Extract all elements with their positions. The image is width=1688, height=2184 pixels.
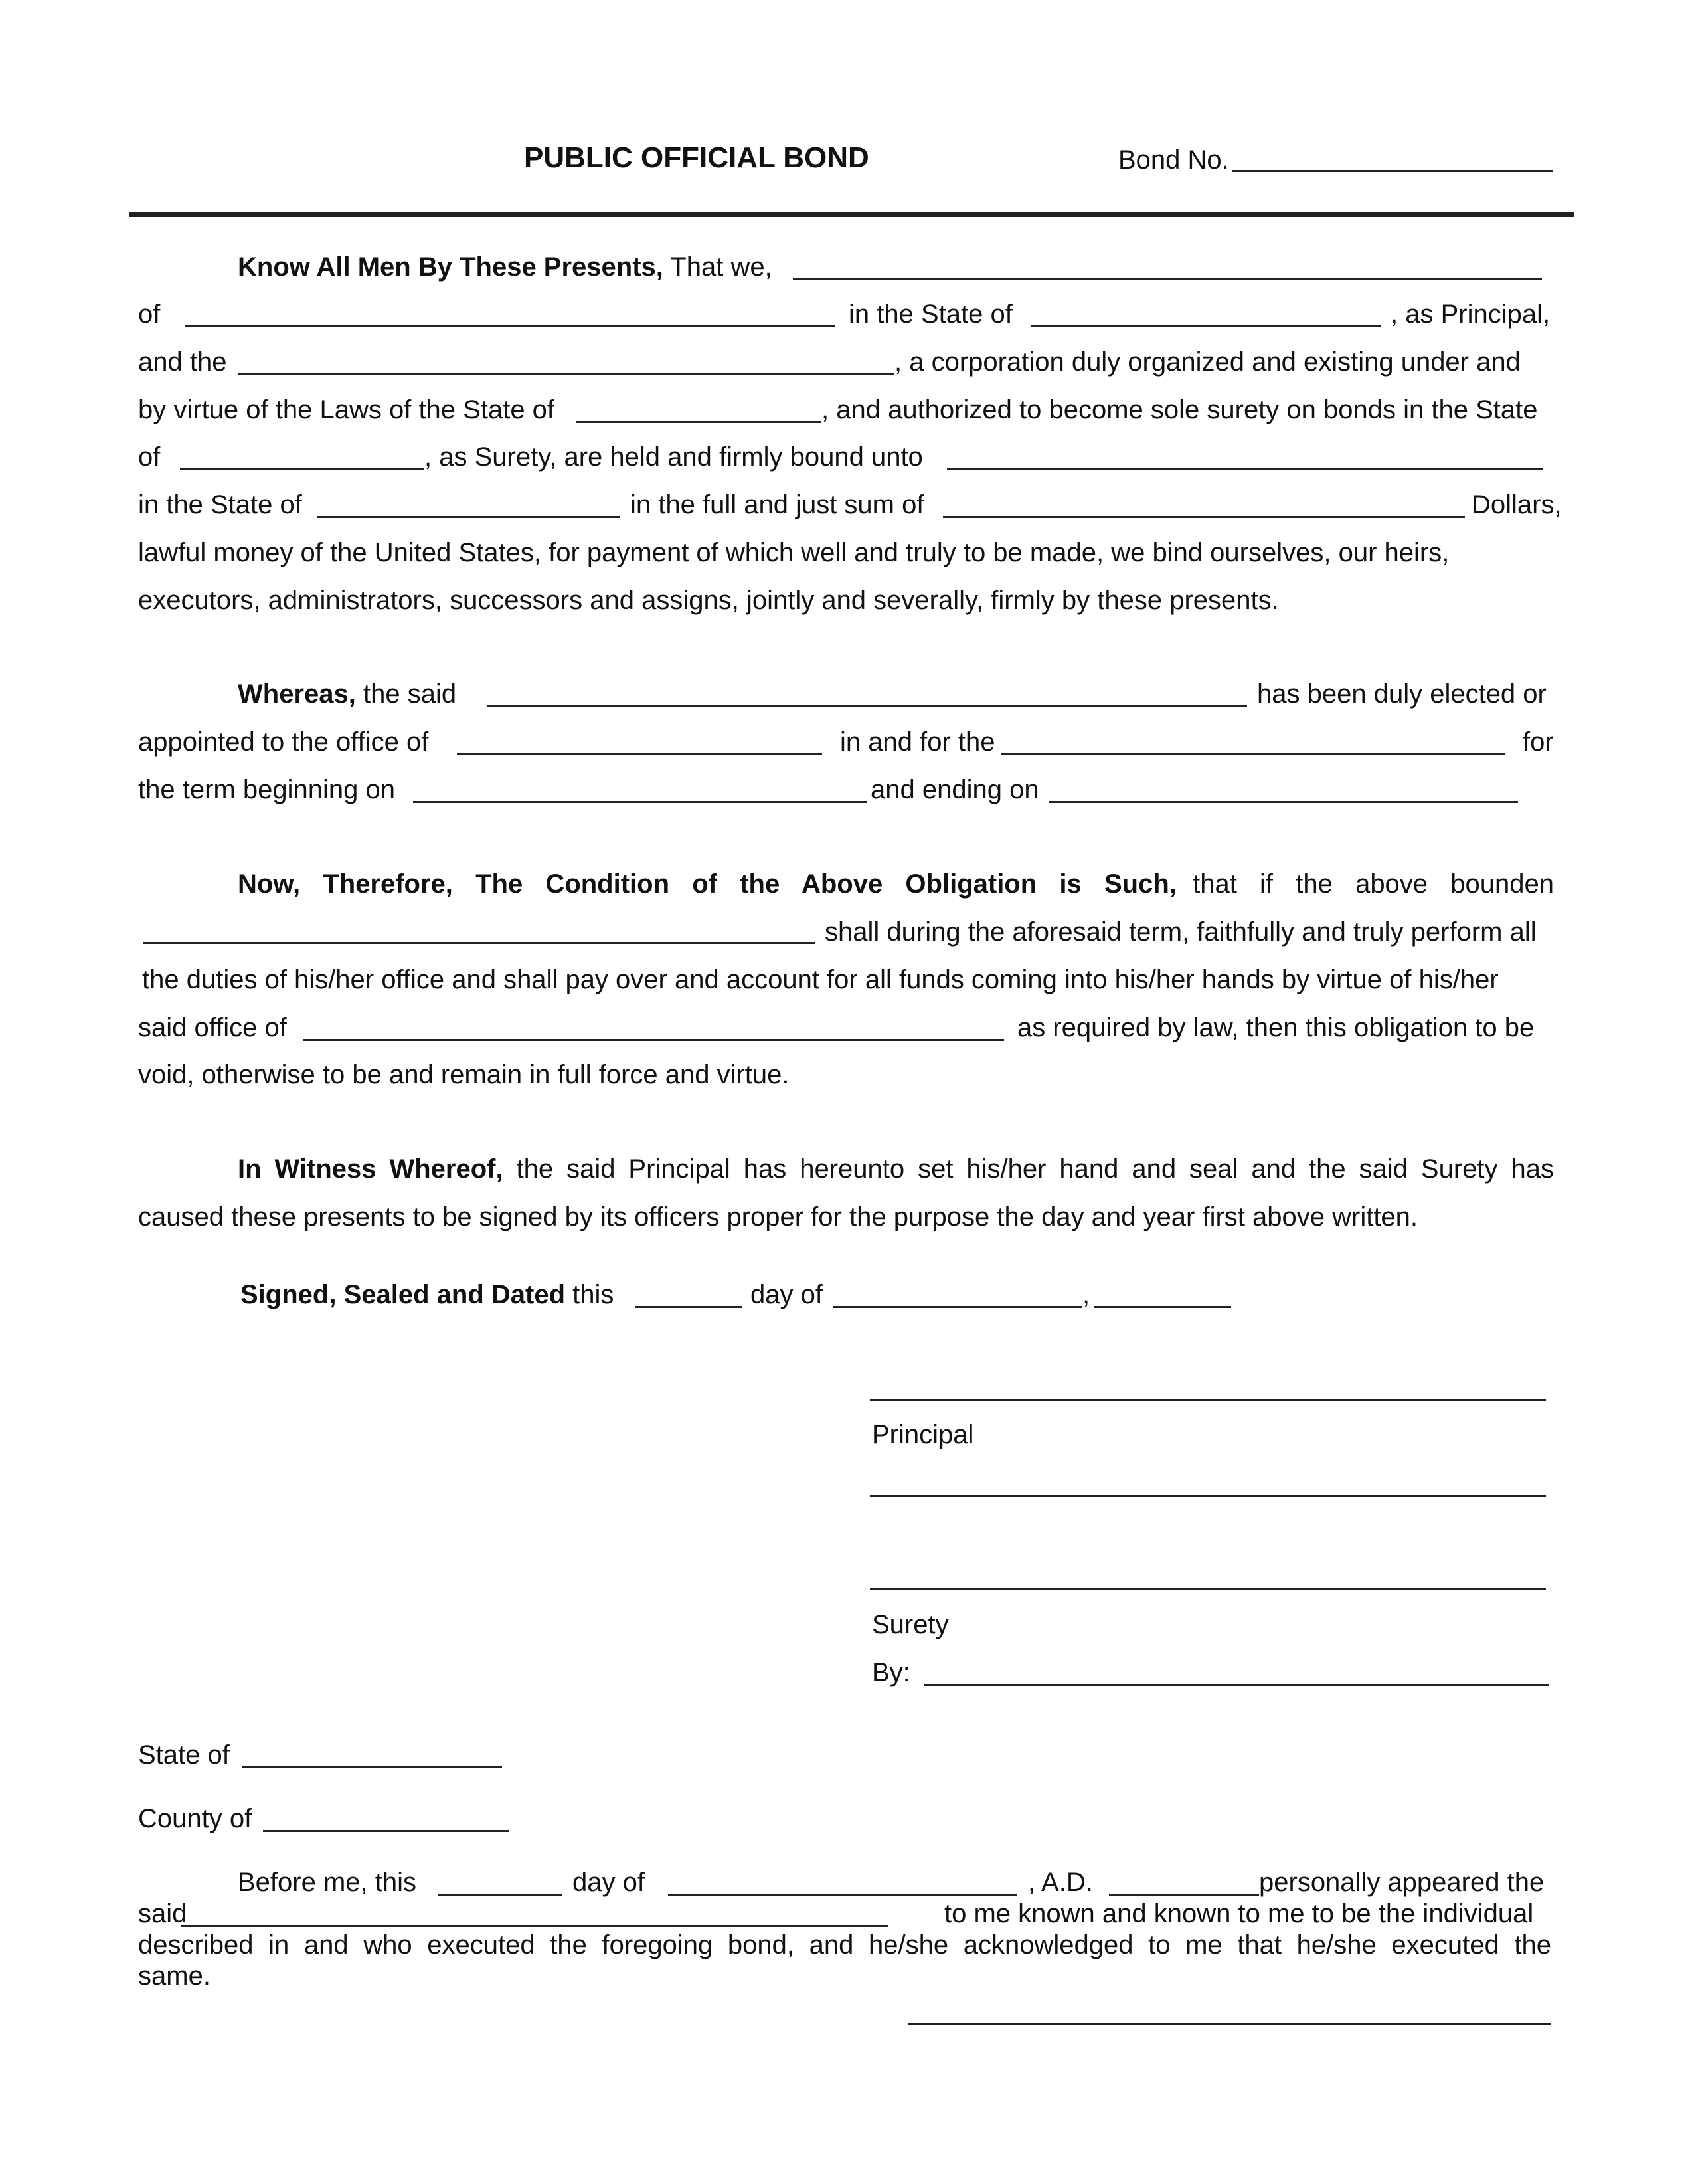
p2-in-and-for: in and for the (840, 727, 995, 757)
p3-line-3: the duties of his/her office and shall pay over and account for all funds coming into his/her hands by virtue of his/her (142, 965, 1499, 994)
by-label: By: (872, 1658, 910, 1687)
jurisdiction-field[interactable] (1001, 753, 1505, 755)
p3-line-1 (238, 871, 1554, 897)
p1-line-8: executors, administrators, successors and assigns, jointly and severally, firmly by these presents. (138, 586, 1279, 615)
bond-amount-field[interactable] (943, 516, 1465, 518)
p1-authorized-text: , and authorized to become sole surety on bonds in the State (821, 395, 1538, 424)
p2-line-1 (238, 681, 456, 707)
p2-term-text: the term beginning on (138, 775, 395, 804)
p1-as-principal: , as Principal, (1391, 300, 1551, 329)
official-name-field[interactable] (487, 705, 1247, 707)
principal-signature-line-2[interactable] (870, 1495, 1546, 1497)
p1-of-label: of (138, 300, 161, 329)
ack-state-field[interactable] (242, 1766, 502, 1768)
header-divider (129, 212, 1574, 217)
p1-held-text: , as Surety, are held and firmly bound unto (424, 442, 923, 472)
ack-day-field[interactable] (438, 1894, 562, 1896)
ack-day-of: day of (572, 1868, 645, 1897)
signed-comma: , (1082, 1280, 1090, 1309)
p4-line-2: caused these presents to be signed by its officers proper for the purpose the day and year first above written. (138, 1202, 1418, 1231)
ack-appeared: personally appeared the (1259, 1868, 1545, 1897)
page-title: PUBLIC OFFICIAL BOND (524, 141, 869, 174)
p2-ending-text: and ending on (871, 775, 1039, 804)
state-of-label: State of (138, 1740, 230, 1770)
p3-text: that if the above bounden (1193, 869, 1554, 899)
bounden-name-field[interactable] (143, 942, 815, 944)
p3-required-text: as required by law, then this obligation to be (1017, 1013, 1535, 1042)
ack-line-4: same. (138, 1961, 211, 1991)
signed-day-field[interactable] (635, 1306, 742, 1308)
surety-company-field[interactable] (238, 373, 894, 375)
p1-state-label-2: in the State of (138, 490, 302, 519)
principal-label: Principal (872, 1420, 974, 1449)
ack-said: said (138, 1899, 187, 1928)
signed-year-field[interactable] (1094, 1306, 1231, 1308)
surety-by-field[interactable] (924, 1684, 1549, 1686)
principal-name-field[interactable] (793, 278, 1542, 280)
ack-known-text: to me known and known to me to be the individual (944, 1899, 1534, 1928)
p1-corporation-text: , a corporation duly organized and existing under and (894, 347, 1521, 377)
p1-line-7: lawful money of the United States, for payment of which well and truly to be made, we bind ourselves, our heirs, (138, 538, 1450, 567)
p1-state-label: in the State of (849, 300, 1013, 329)
surety-signature-line[interactable] (870, 1588, 1546, 1590)
p2-said: the said (363, 680, 457, 709)
ack-ad: , A.D. (1028, 1868, 1093, 1897)
p3-said-office: said office of (138, 1013, 287, 1042)
signed-lead (240, 1281, 614, 1308)
p2-appointed-text: appointed to the office of (138, 727, 429, 757)
signed-month-field[interactable] (833, 1306, 1082, 1308)
bond-no-label: Bond No. (1118, 145, 1229, 175)
surety-bond-state-field[interactable] (180, 468, 424, 470)
surety-label: Surety (872, 1610, 949, 1639)
principal-state-field[interactable] (1031, 325, 1381, 327)
ack-year-field[interactable] (1109, 1894, 1259, 1896)
p4-line-1 (238, 1156, 1554, 1182)
ack-before-me: Before me, this (238, 1868, 417, 1897)
p1-of-label-2: of (138, 442, 161, 472)
signed-this: this (572, 1280, 614, 1309)
p2-for: for (1523, 727, 1554, 757)
p3-line-5: void, otherwise to be and remain in full force and virtue. (138, 1060, 790, 1089)
p1-text: That we, (670, 252, 772, 282)
p3-office-field[interactable] (303, 1039, 1004, 1041)
principal-signature-line[interactable] (870, 1399, 1546, 1401)
signed-bold: Signed, Sealed and Dated (240, 1280, 566, 1309)
p1-dollars: Dollars, (1472, 490, 1562, 519)
bond-no-field[interactable] (1232, 170, 1553, 172)
ack-county-field[interactable] (263, 1830, 509, 1832)
p4-text: the said Principal has hereunto set his/her hand and seal and the said Surety has (516, 1154, 1554, 1184)
p1-line-1 (238, 254, 772, 280)
obligee-state-field[interactable] (317, 516, 620, 518)
p4-lead: In Witness Whereof, (238, 1154, 503, 1184)
obligee-field[interactable] (947, 468, 1543, 470)
p1-and-the: and the (138, 347, 227, 377)
term-end-field[interactable] (1049, 801, 1518, 803)
office-field[interactable] (457, 753, 822, 755)
notary-signature-line[interactable] (908, 2023, 1551, 2025)
p1-laws-text: by virtue of the Laws of the State of (138, 395, 555, 424)
p3-line-2: shall during the aforesaid term, faithfully and truly perform all (825, 917, 1537, 947)
ack-name-field[interactable] (181, 1925, 888, 1927)
p1-sum-text: in the full and just sum of (630, 490, 924, 519)
principal-city-field[interactable] (185, 325, 835, 327)
term-begin-field[interactable] (413, 801, 867, 803)
p3-lead: Now, Therefore, The Condition of the Above Obligation is Such, (238, 869, 1177, 899)
p2-elected-text: has been duly elected or (1257, 680, 1547, 709)
surety-law-state-field[interactable] (576, 421, 821, 423)
ack-month-field[interactable] (668, 1894, 1017, 1896)
p2-lead: Whereas, (238, 680, 356, 709)
p1-lead: Know All Men By These Presents, (238, 252, 663, 282)
signed-day-of: day of (750, 1280, 823, 1309)
county-of-label: County of (138, 1804, 252, 1833)
ack-line-3: described in and who executed the foregoing bond, and he/she acknowledged to me that he/she executed the (138, 1930, 1551, 1959)
